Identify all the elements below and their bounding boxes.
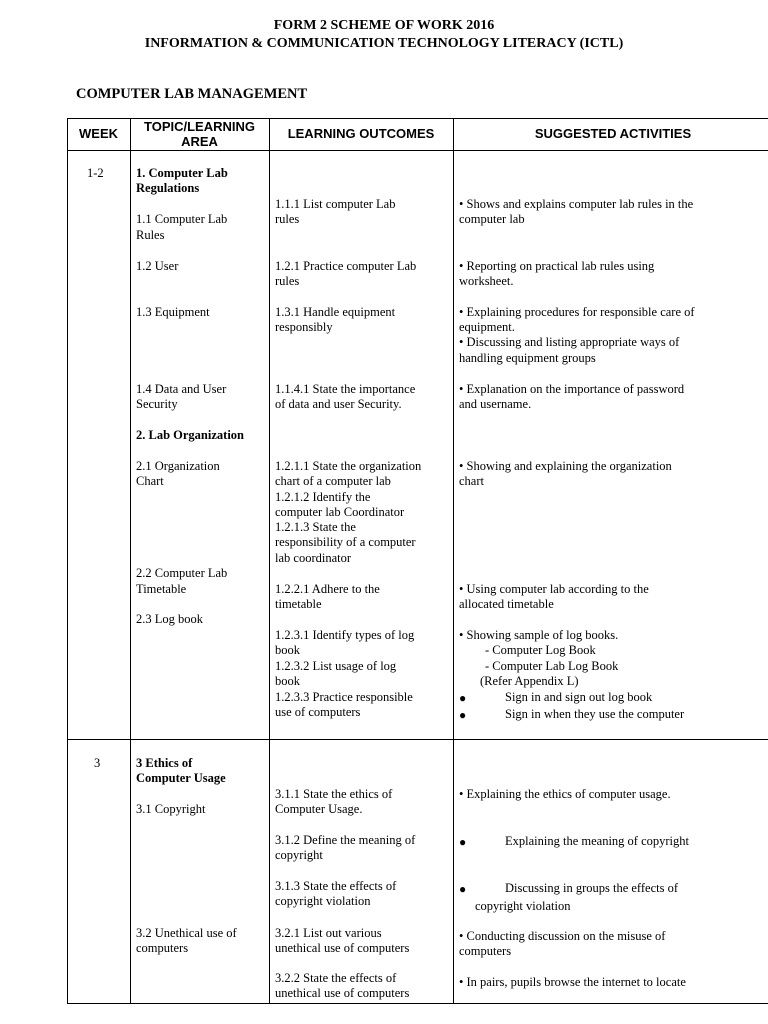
activity-line: • Showing sample of log books. xyxy=(459,628,619,642)
topic-item: 1.3 Equipment xyxy=(136,305,210,319)
activity-line: • In pairs, pupils browse the internet to locate xyxy=(459,975,686,989)
activity-line: • Shows and explains computer lab rules in the xyxy=(459,197,694,211)
document-title: FORM 2 SCHEME OF WORK 2016 xyxy=(273,18,495,33)
outcome-line: unethical use of computers xyxy=(275,986,410,1000)
topic-heading: 3 Ethics of xyxy=(136,756,193,770)
topic-item: 2.3 Log book xyxy=(136,612,204,626)
col-divider-2 xyxy=(269,118,270,1004)
outcome-line: book xyxy=(275,674,300,688)
bullet-icon: ● xyxy=(459,882,467,896)
section-title: COMPUTER LAB MANAGEMENT xyxy=(76,86,308,102)
week-cell: 3 xyxy=(94,756,101,770)
topic-heading: Regulations xyxy=(136,181,200,195)
topic-item: 1.4 Data and User xyxy=(136,382,227,396)
col-divider-3 xyxy=(453,118,454,1004)
header-divider xyxy=(67,150,768,151)
header-topic-line2: AREA xyxy=(181,134,218,149)
activity-line: • Using computer lab according to the xyxy=(459,582,649,596)
activity-line: • Conducting discussion on the misuse of xyxy=(459,929,666,943)
outcome-line: chart of a computer lab xyxy=(275,474,391,488)
outcome-line: 1.3.1 Handle equipment xyxy=(275,305,396,319)
col-divider-1 xyxy=(130,118,131,1004)
outcome-line: computer lab Coordinator xyxy=(275,505,405,519)
topic-heading: Computer Usage xyxy=(136,771,226,785)
topic-item: 1.1 Computer Lab xyxy=(136,212,228,226)
table-border-bottom xyxy=(67,1003,768,1004)
topic-item: 2.2 Computer Lab xyxy=(136,566,228,580)
outcome-line: rules xyxy=(275,212,300,226)
bullet-icon: ● xyxy=(459,708,467,722)
scheme-table xyxy=(67,118,768,1004)
activity-line: Explaining the meaning of copyright xyxy=(505,834,689,848)
activity-line: • Explaining the ethics of computer usage. xyxy=(459,787,671,801)
outcome-line: 3.1.3 State the effects of xyxy=(275,879,397,893)
activity-line: Sign in when they use the computer xyxy=(505,707,685,721)
topic-item: computers xyxy=(136,941,189,955)
outcome-line: responsibility of a computer xyxy=(275,535,416,549)
outcome-line: 1.2.1.2 Identify the xyxy=(275,490,371,504)
activity-line: • Discussing and listing appropriate ways of xyxy=(459,335,680,349)
activity-line: computers xyxy=(459,944,512,958)
outcome-line: 1.2.1.3 State the xyxy=(275,520,356,534)
outcome-line: 1.1.1 List computer Lab xyxy=(275,197,396,211)
outcome-line: 3.1.2 Define the meaning of xyxy=(275,833,416,847)
activity-line: • Explaining procedures for responsible care of xyxy=(459,305,695,319)
activity-line: computer lab xyxy=(459,212,525,226)
activity-line: Discussing in groups the effects of xyxy=(505,881,679,895)
activity-line: • Explanation on the importance of password xyxy=(459,382,685,396)
bullet-icon: ● xyxy=(459,691,467,705)
outcome-line: unethical use of computers xyxy=(275,941,410,955)
outcome-line: lab coordinator xyxy=(275,551,352,565)
outcome-line: 1.2.3.3 Practice responsible xyxy=(275,690,413,704)
outcome-line: rules xyxy=(275,274,300,288)
activity-line: • Reporting on practical lab rules using xyxy=(459,259,655,273)
topic-item: Security xyxy=(136,397,178,411)
activity-line: • Showing and explaining the organization xyxy=(459,459,672,473)
outcome-line: 1.1.4.1 State the importance xyxy=(275,382,416,396)
activity-line: worksheet. xyxy=(459,274,514,288)
outcome-line: 1.2.1.1 State the organization xyxy=(275,459,422,473)
activity-line: equipment. xyxy=(459,320,515,334)
outcome-line: 1.2.3.2 List usage of log xyxy=(275,659,397,673)
activity-line: (Refer Appendix L) xyxy=(480,674,579,688)
outcome-line: book xyxy=(275,643,300,657)
topic-item: 1.2 User xyxy=(136,259,179,273)
outcome-line: copyright xyxy=(275,848,323,862)
outcome-line: 3.2.2 State the effects of xyxy=(275,971,397,985)
activity-line: handling equipment groups xyxy=(459,351,596,365)
topic-heading: 1. Computer Lab xyxy=(136,166,228,180)
bullet-icon: ● xyxy=(459,835,467,849)
outcome-line: 1.2.3.1 Identify types of log xyxy=(275,628,415,642)
table-border-left xyxy=(67,118,68,1004)
topic-item: 3.1 Copyright xyxy=(136,802,206,816)
outcome-line: use of computers xyxy=(275,705,361,719)
outcome-line: 3.2.1 List out various xyxy=(275,926,382,940)
activity-line: chart xyxy=(459,474,484,488)
week-cell: 1-2 xyxy=(87,166,104,180)
outcome-line: 1.2.1 Practice computer Lab xyxy=(275,259,417,273)
outcome-line: timetable xyxy=(275,597,322,611)
outcome-line: of data and user Security. xyxy=(275,397,402,411)
topic-item: Chart xyxy=(136,474,164,488)
activity-line: and username. xyxy=(459,397,532,411)
header-week: WEEK xyxy=(79,126,118,141)
header-learning-outcomes: LEARNING OUTCOMES xyxy=(287,126,435,141)
outcome-line: 3.1.1 State the ethics of xyxy=(275,787,393,801)
topic-item: 2.1 Organization xyxy=(136,459,220,473)
topic-item: 3.2 Unethical use of xyxy=(136,926,237,940)
outcome-line: Computer Usage. xyxy=(275,802,363,816)
outcome-line: 1.2.2.1 Adhere to the xyxy=(275,582,380,596)
header-topic-line1: TOPIC/LEARNING xyxy=(144,119,255,134)
activity-line: allocated timetable xyxy=(459,597,554,611)
activity-subitem: - Computer Lab Log Book xyxy=(485,659,619,673)
activity-line: Sign in and sign out log book xyxy=(505,690,653,704)
topic-item: Rules xyxy=(136,228,165,242)
topic-item: Timetable xyxy=(136,582,187,596)
activity-line: copyright violation xyxy=(475,899,571,913)
activity-subitem: - Computer Log Book xyxy=(485,643,596,657)
topic-heading: 2. Lab Organization xyxy=(136,428,244,442)
header-suggested-activities: SUGGESTED ACTIVITIES xyxy=(534,126,692,141)
outcome-line: copyright violation xyxy=(275,894,371,908)
outcome-line: responsibly xyxy=(275,320,333,334)
document-subtitle: INFORMATION & COMMUNICATION TECHNOLOGY LITERACY (ICTL) xyxy=(144,36,624,51)
row-divider xyxy=(67,739,768,740)
